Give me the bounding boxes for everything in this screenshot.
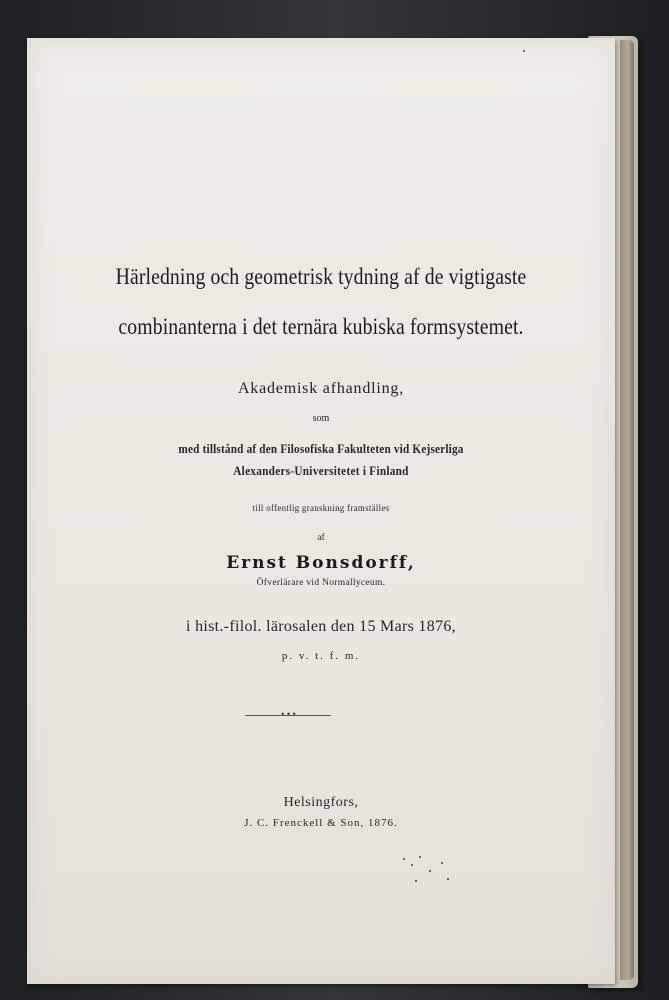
ornament-dots-icon: ••• (280, 710, 298, 719)
som-text: som (312, 413, 330, 424)
foxing-speck (419, 856, 421, 858)
subtitle: Akademisk afhandling, (237, 380, 405, 397)
foxing-speck (441, 862, 443, 864)
foxing-speck (523, 50, 525, 52)
author-role: Öfverlärare vid Normallyceum. (256, 578, 386, 588)
abbreviation-text: p. v. t. f. m. (281, 650, 361, 662)
title-line-2: combinanterna i det ternära kubiska formsystemet. (118, 314, 524, 339)
title-line-1: Härledning och geometrisk tydning af de vigtigaste (115, 264, 527, 289)
printer-text: J. C. Frenckell & Son, 1876. (244, 817, 398, 829)
author-name: Ernst Bonsdorff, (226, 553, 416, 573)
foxing-speck (429, 870, 431, 872)
foxing-speck (415, 880, 417, 882)
af-text: af (317, 533, 325, 543)
venue-date: i hist.-filol. lärosalen den 15 Mars 1876, (186, 618, 456, 635)
foxing-speck (447, 878, 449, 880)
permission-line-2: Alexanders-Universitetet i Finland (233, 464, 409, 478)
title-page (27, 38, 615, 984)
book-edge (620, 40, 634, 980)
examination-text: till offentlig granskning framställes (252, 504, 390, 514)
foxing-speck (403, 858, 405, 860)
permission-line-1: med tillstånd af den Filosofiska Fakulteten vid Kejserliga (178, 442, 464, 456)
foxing-speck (411, 864, 413, 866)
city-text: Helsingfors, (283, 795, 359, 810)
